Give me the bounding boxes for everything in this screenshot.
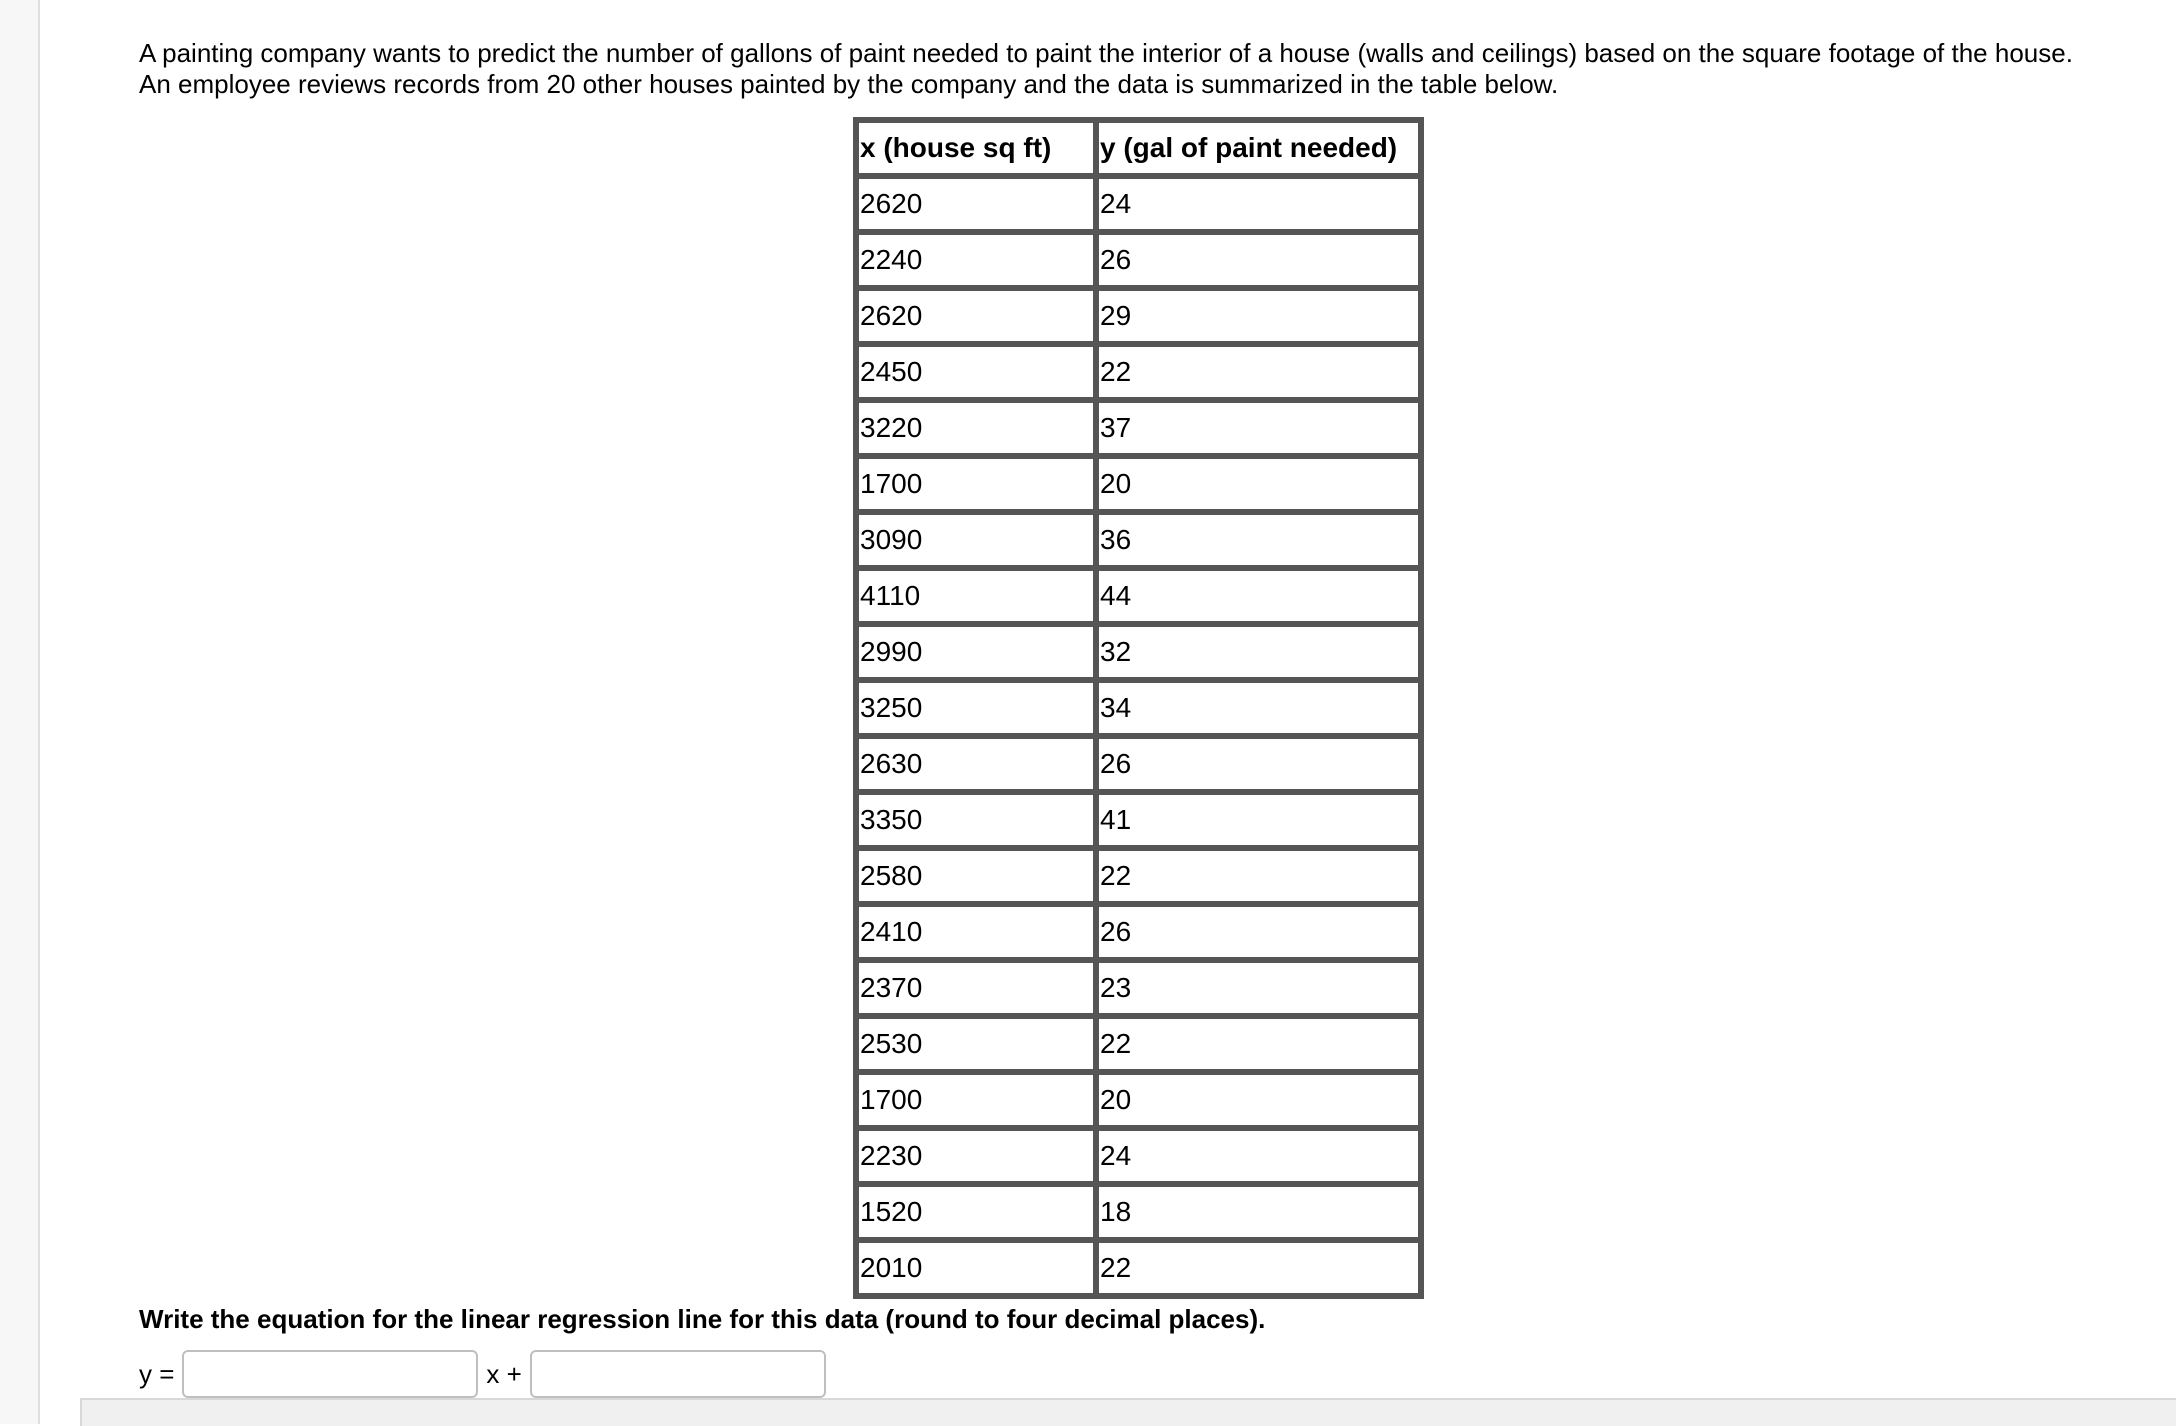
problem-line-2: An employee reviews records from 20 other houses painted by the company and the data is summarized in the table below.: [139, 69, 1559, 99]
slope-input[interactable]: [182, 1350, 478, 1398]
cell-x: 2370: [856, 960, 1096, 1016]
table-row: [856, 176, 1421, 232]
table-row: [856, 568, 1421, 624]
cell-y: 26: [1096, 904, 1421, 960]
cell-x: 2530: [856, 1016, 1096, 1072]
cell-x: 3090: [856, 512, 1096, 568]
header-x: x (house sq ft): [856, 120, 1096, 176]
table-row: [856, 344, 1421, 400]
table-row: [856, 1128, 1421, 1184]
cell-x: 3350: [856, 792, 1096, 848]
table-row: [856, 456, 1421, 512]
cell-x: 2620: [856, 288, 1096, 344]
cell-y: 23: [1096, 960, 1421, 1016]
y-equals-label: y =: [139, 1358, 175, 1389]
cell-x: 3250: [856, 680, 1096, 736]
problem-text: [139, 38, 2139, 100]
table-row: [856, 400, 1421, 456]
cell-y: 20: [1096, 1072, 1421, 1128]
cell-x: 2230: [856, 1128, 1096, 1184]
cell-x: 2630: [856, 736, 1096, 792]
cell-x: 2990: [856, 624, 1096, 680]
cell-y: 18: [1096, 1184, 1421, 1240]
table-row: [856, 680, 1421, 736]
table-row: [856, 1184, 1421, 1240]
cell-x: 3220: [856, 400, 1096, 456]
cell-y: 22: [1096, 344, 1421, 400]
cell-y: 24: [1096, 1128, 1421, 1184]
cell-y: 36: [1096, 512, 1421, 568]
cell-x: 1700: [856, 456, 1096, 512]
table-row: [856, 848, 1421, 904]
cell-y: 29: [1096, 288, 1421, 344]
cell-y: 41: [1096, 792, 1421, 848]
cell-y: 26: [1096, 736, 1421, 792]
x-plus-label: x +: [486, 1358, 522, 1389]
cell-y: 44: [1096, 568, 1421, 624]
cell-x: 2620: [856, 176, 1096, 232]
data-table: [853, 117, 1424, 1299]
table-row: [856, 1240, 1421, 1296]
cell-y: 32: [1096, 624, 1421, 680]
table-body: [856, 176, 1421, 1296]
cell-y: 22: [1096, 1240, 1421, 1296]
intercept-input[interactable]: [530, 1350, 826, 1398]
cell-x: 1700: [856, 1072, 1096, 1128]
table-row: [856, 512, 1421, 568]
cell-y: 22: [1096, 848, 1421, 904]
cell-y: 37: [1096, 400, 1421, 456]
table-header-row: [856, 120, 1421, 176]
cell-x: 2010: [856, 1240, 1096, 1296]
table-row: [856, 792, 1421, 848]
table-row: [856, 1016, 1421, 1072]
table-row: [856, 624, 1421, 680]
cell-y: 22: [1096, 1016, 1421, 1072]
question-text: Write the equation for the linear regression line for this data (round to four decimal places).: [139, 1304, 1266, 1334]
table-row: [856, 904, 1421, 960]
cell-x: 2580: [856, 848, 1096, 904]
header-y: y (gal of paint needed): [1096, 120, 1421, 176]
problem-line-1: A painting company wants to predict the number of gallons of paint needed to paint the interior of a house (walls and ceilings) based on the square footage of the house.: [139, 38, 2073, 68]
cell-x: 2240: [856, 232, 1096, 288]
table-row: [856, 232, 1421, 288]
table-row: [856, 736, 1421, 792]
cell-y: 24: [1096, 176, 1421, 232]
table-row: [856, 288, 1421, 344]
table-row: [856, 960, 1421, 1016]
cell-y: 20: [1096, 456, 1421, 512]
cell-x: 2410: [856, 904, 1096, 960]
cell-x: 4110: [856, 568, 1096, 624]
table-row: [856, 1072, 1421, 1128]
cell-x: 1520: [856, 1184, 1096, 1240]
footer-bar: [80, 1398, 2176, 1426]
answer-row: [139, 1348, 834, 1400]
cell-y: 34: [1096, 680, 1421, 736]
cell-y: 26: [1096, 232, 1421, 288]
cell-x: 2450: [856, 344, 1096, 400]
left-gutter: [0, 0, 40, 1424]
